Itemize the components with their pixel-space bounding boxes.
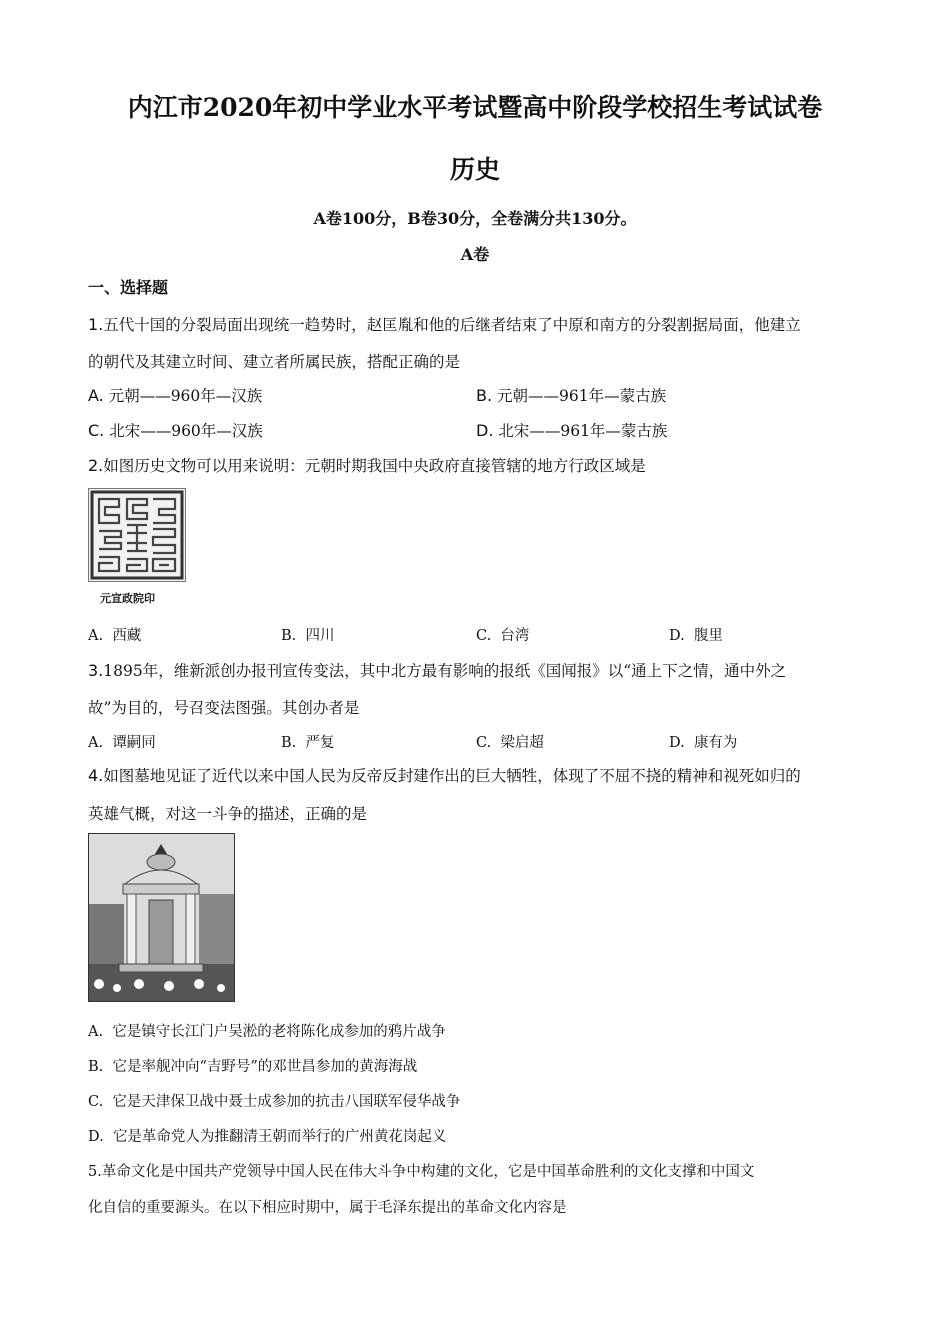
question-number: 4. <box>88 766 104 785</box>
q2-option-b: B. 四川 <box>281 628 335 644</box>
q1-option-c: C. 北宋——960年—汉族 <box>88 421 263 440</box>
q2-option-d: D. 腹里 <box>669 628 723 644</box>
question-number: 1. <box>88 315 104 334</box>
exam-title: 内江市2020年初中学业水平考试暨高中阶段学校招生考试试卷 <box>127 93 823 122</box>
question-1-line-2: 的朝代及其建立时间、建立者所属民族，搭配正确的是 <box>88 353 461 371</box>
question-4-line-2: 英雄气概，对这一斗争的描述，正确的是 <box>88 805 368 823</box>
q1-option-d: D. 北宋——961年—蒙古族 <box>476 421 668 440</box>
q1-option-a: A. 元朝——960年—汉族 <box>88 386 263 405</box>
volume-label: A卷 <box>460 245 490 264</box>
question-3-line-2: 故”为目的，号召变法图强。其创办者是 <box>88 699 360 717</box>
memorial-photo <box>88 833 235 1002</box>
memorial-pavilion-icon <box>89 834 234 1001</box>
question-2-line-1 <box>88 454 646 476</box>
question-3-line-1 <box>88 659 786 681</box>
question-number: 2. <box>88 456 104 475</box>
q2-option-a: A. 西藏 <box>88 628 142 644</box>
q2-option-c: C. 台湾 <box>476 628 530 644</box>
q3-option-d: D. 康有为 <box>669 735 738 751</box>
question-5-line-1 <box>88 1160 754 1181</box>
question-4-line-1 <box>88 764 801 786</box>
seal-pattern-icon <box>89 489 185 581</box>
q4-option-b: B. 它是率舰冲向“吉野号”的邓世昌参加的黄海海战 <box>88 1059 418 1075</box>
question-number: 3. <box>88 661 104 680</box>
q3-option-c: C. 梁启超 <box>476 735 544 751</box>
seal-image <box>88 488 186 582</box>
q4-option-a: A. 它是镇守长江门户吴淞的老将陈化成参加的鸦片战争 <box>88 1024 446 1040</box>
question-text: 如图墓地见证了近代以来中国人民为反帝反封建作出的巨大牺牲，体现了不屈不挠的精神和视死如归的 <box>103 767 801 785</box>
question-5-line-2: 化自信的重要源头。在以下相应时期中，属于毛泽东提出的革命文化内容是 <box>88 1200 567 1216</box>
q1-option-b: B. 元朝——961年—蒙古族 <box>476 386 667 405</box>
question-text: 革命文化是中国共产党领导中国人民在伟大斗争中构建的文化，它是中国革命胜利的文化支撑和中国文 <box>101 1164 755 1180</box>
q3-option-b: B. 严复 <box>281 735 335 751</box>
question-number: 5. <box>88 1164 102 1180</box>
score-note: A卷100分，B卷30分，全卷满分共130分。 <box>313 209 637 228</box>
question-1-line-1 <box>88 313 801 335</box>
seal-caption: 元宣政院印 <box>100 592 155 605</box>
question-text: 1895年，维新派创办报刊宣传变法，其中北方最有影响的报纸《国闻报》以“通上下之情，通中外之 <box>103 662 787 680</box>
question-text: 五代十国的分裂局面出现统一趋势时，赵匡胤和他的后继者结束了中原和南方的分裂割据局面，他建立 <box>103 316 801 334</box>
question-text: 如图历史文物可以用来说明：元朝时期我国中央政府直接管辖的地方行政区域是 <box>103 457 646 475</box>
q3-option-a: A. 谭嗣同 <box>88 735 156 751</box>
subject-title: 历史 <box>449 155 500 184</box>
q4-option-d: D. 它是革命党人为推翻清王朝而举行的广州黄花岗起义 <box>88 1129 447 1145</box>
section-heading: 一、选择题 <box>88 278 169 297</box>
q4-option-c: C. 它是天津保卫战中聂士成参加的抗击八国联军侵华战争 <box>88 1094 461 1110</box>
